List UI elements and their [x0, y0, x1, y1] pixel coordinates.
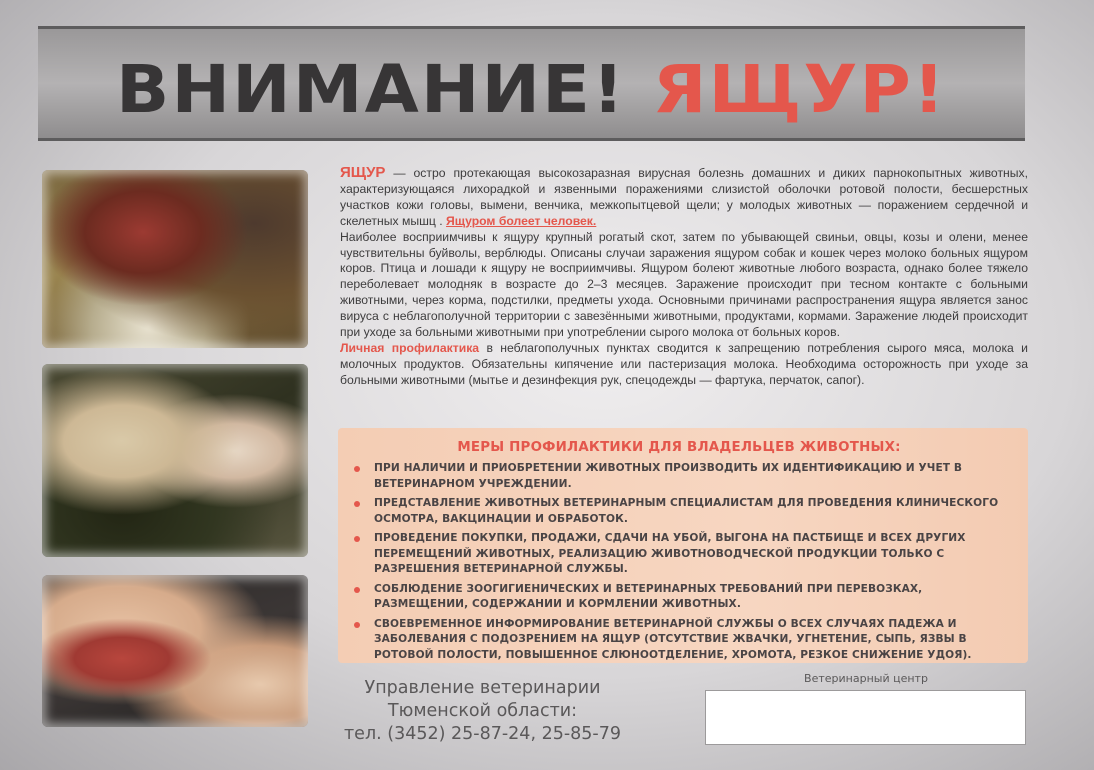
measure-text: СОБЛЮДЕНИЕ ЗООГИГИЕНИЧЕСКИХ И ВЕТЕРИНАРНЫХ ТРЕБОВАНИЙ ПРИ ПЕРЕВОЗКАХ, РАЗМЕЩЕНИИ, СОДЕРЖАНИИ И КОРМЛЕНИИ ЖИВОТНЫХ.	[374, 582, 923, 610]
issuer-name: Управление ветеринарии	[364, 678, 601, 698]
issuer-contact	[340, 677, 625, 746]
animal-tongue-lesions-photo	[42, 364, 308, 557]
list-item	[348, 531, 1010, 578]
bullet-icon	[354, 501, 360, 507]
measures-title: МЕРЫ ПРОФИЛАКТИКИ ДЛЯ ВЛАДЕЛЬЦЕВ ЖИВОТНЫХ:	[457, 440, 901, 455]
bullet-icon	[354, 466, 360, 472]
human-tongue-lesions-photo	[42, 575, 308, 727]
list-item	[348, 582, 1010, 613]
list-item	[348, 461, 1010, 492]
list-item	[348, 496, 1010, 527]
vet-center-label: Ветеринарный центр	[804, 672, 928, 685]
personal-prevention-text: в неблагополучных пунктах сводится к запрещению потребления сырого мяса, молока и молочных продуктов. Обязательны кипячение или пастеризация молока. Необходима осторожность при уходе за больными животными (мытье и дезинфекция рук, спецодежды — фартука, перчаток, сапог).	[340, 340, 1028, 387]
bullet-icon	[354, 587, 360, 593]
list-item	[348, 617, 1010, 664]
human-warning: Ящуром болеет человек.	[446, 213, 597, 228]
measure-text: ПРОВЕДЕНИЕ ПОКУПКИ, ПРОДАЖИ, СДАЧИ НА УБОЙ, ВЫГОНА НА ПАСТБИЩЕ И ВСЕХ ДРУГИХ ПЕРЕМЕЩЕНИЙ ЖИВОТНЫХ, РЕАЛИЗАЦИЮ ЖИВОТНОВОДЧЕСКОЙ ПРОДУКЦИИ ТОЛЬКО С РАЗРЕШЕНИЯ ВЕТЕРИНАРНОЙ СЛУЖБЫ.	[374, 532, 966, 575]
vet-center-stamp-box	[705, 690, 1026, 745]
issuer-region: Тюменской области:	[387, 701, 578, 721]
definition-text: — остро протекающая высокозаразная вирусная болезнь домашних и диких парнокопытных животных, характеризующаяся лихорадкой и язвенными поражениями слизистой оболочки ротовой полости, бесшерстных участков кожи головы, вымени, венчика, межкопытцевой щели; у молодых животных — поражением сердечной и скелетных мышц .	[340, 166, 1028, 228]
paragraph-personal-prevention	[340, 341, 1028, 389]
prevention-measures-box	[338, 428, 1028, 663]
article-text	[340, 165, 1028, 389]
term-fmd: ЯЩУР	[340, 164, 386, 181]
paragraph-susceptibility: Наиболее восприимчивы к ящуру крупный рогатый скот, затем по убывающей свиньи, овцы, козы и олени, менее чувствительны буйволы, верблюды. Описаны случаи заражения ящуром собак и кошек через молоко больных ящуром коров. Птица и лошади к ящуру не восприимчивы. Ящуром болеют животные любого возраста, однако более тяжело переболевает молодняк в возрасте до 2–3 месяцев. Заражение происходит при тесном контакте с больными животными, через корма, подстилки, предметы ухода. Основными причинами распространения ящура является занос вируса с неблагополучной территории с завезёнными животными, продуктами, кормами. Заражение людей происходит при уходе за больными животными при употреблении сырого молока от больных коров.	[340, 229, 1028, 340]
headline	[8, 51, 1054, 128]
paragraph-definition	[340, 165, 1028, 230]
headline-banner	[38, 26, 1025, 141]
bullet-icon	[354, 536, 360, 542]
headline-attention: ВНИМАНИЕ!	[116, 51, 627, 128]
cattle-mouth-lesions-photo	[42, 170, 308, 348]
measures-list	[348, 461, 1010, 663]
bullet-icon	[354, 622, 360, 628]
term-personal-prevention: Личная профилактика	[340, 340, 480, 355]
headline-fmd: ЯЩУР!	[652, 51, 947, 128]
measure-text: ПРЕДСТАВЛЕНИЕ ЖИВОТНЫХ ВЕТЕРИНАРНЫМ СПЕЦИАЛИСТАМ ДЛЯ ПРОВЕДЕНИЯ КЛИНИЧЕСКОГО ОСМОТРА, ВАКЦИНАЦИИ И ОБРАБОТОК.	[374, 497, 999, 525]
issuer-phone: тел. (3452) 25-87-24, 25-85-79	[343, 724, 622, 744]
measure-text: СВОЕВРЕМЕННОЕ ИНФОРМИРОВАНИЕ ВЕТЕРИНАРНОЙ СЛУЖБЫ О ВСЕХ СЛУЧАЯХ ПАДЕЖА И ЗАБОЛЕВАНИЯ С ПОДОЗРЕНИЕМ НА ЯЩУР (ОТСУТСТВИЕ ЖВАЧКИ, УГНЕТЕНИЕ, СЫПЬ, ЯЗВЫ В РОТОВОЙ ПОЛОСТИ, ПОВЫШЕННОЕ СЛЮНООТДЕЛЕНИЕ, ХРОМОТА, РЕЗКОЕ СНИЖЕНИЕ УДОЯ).	[374, 617, 972, 661]
measure-text: ПРИ НАЛИЧИИ И ПРИОБРЕТЕНИИ ЖИВОТНЫХ ПРОИЗВОДИТЬ ИХ ИДЕНТИФИКАЦИЮ И УЧЕТ В ВЕТЕРИНАРНОМ УЧРЕЖДЕНИИ.	[374, 462, 963, 490]
